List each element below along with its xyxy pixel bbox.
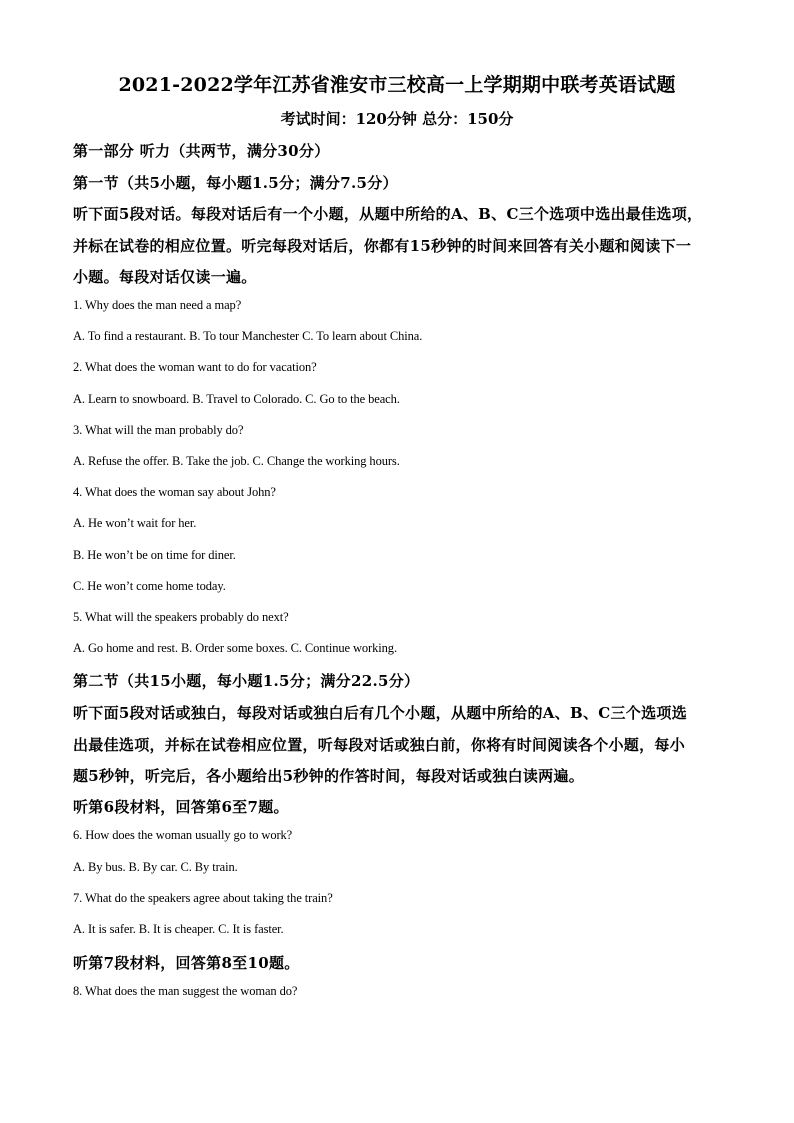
question-3: 3. What will the man probably do?: [73, 423, 244, 437]
exam-time-and-score: 考试时间：120分钟 总分：150分: [280, 110, 514, 128]
question-4-option-b: B. He won’t be on time for diner.: [73, 548, 236, 562]
question-4: 4. What does the woman say about John?: [73, 485, 276, 499]
section1-instructions-line: 并标在试卷的相应位置。听完每段对话后，你都有15秒钟的时间来回答有关小题和阅读下一: [73, 237, 692, 255]
exam-title: 2021-2022学年江苏省淮安市三校高一上学期期中联考英语试题: [118, 74, 676, 96]
section1-instructions-line: 听下面5段对话。每段对话后有一个小题，从题中所给的A、B、C三个选项中选出最佳选项，: [73, 205, 703, 223]
question-1-options: A. To find a restaurant. B. To tour Manchester C. To learn about China.: [73, 329, 423, 343]
question-5: 5. What will the speakers probably do next?: [73, 610, 289, 624]
question-2: 2. What does the woman want to do for vacation?: [73, 360, 317, 374]
question-6-options: A. By bus. B. By car. C. By train.: [73, 860, 238, 874]
section1-heading: 第一节（共5小题，每小题1.5分；满分7.5分）: [73, 174, 398, 192]
question-4-option-c: C. He won’t come home today.: [73, 579, 226, 593]
question-6: 6. How does the woman usually go to work?: [73, 828, 293, 842]
question-7-options: A. It is safer. B. It is cheaper. C. It is faster.: [73, 922, 284, 936]
material-6-heading: 听第6段材料，回答第6至7题。: [73, 798, 289, 816]
part1-heading: 第一部分 听力（共两节，满分30分）: [73, 142, 330, 160]
section2-instructions-line: 题5秒钟，听完后，各小题给出5秒钟的作答时间，每段对话或独白读两遍。: [73, 767, 585, 785]
question-8: 8. What does the man suggest the woman do?: [73, 984, 298, 998]
question-5-options: A. Go home and rest. B. Order some boxes. C. Continue working.: [73, 641, 397, 655]
question-4-option-a: A. He won’t wait for her.: [73, 516, 197, 530]
question-3-options: A. Refuse the offer. B. Take the job. C. Change the working hours.: [73, 454, 400, 468]
question-2-options: A. Learn to snowboard. B. Travel to Colorado. C. Go to the beach.: [73, 392, 400, 406]
question-1: 1. Why does the man need a map?: [73, 298, 242, 312]
section2-instructions-line: 听下面5段对话或独白，每段对话或独白后有几个小题，从题中所给的A、B、C三个选项选: [73, 704, 687, 722]
question-7: 7. What do the speakers agree about taking the train?: [73, 891, 333, 905]
section2-instructions-line: 出最佳选项，并标在试卷相应位置，听每段对话或独白前，你将有时间阅读各个小题，每小: [73, 736, 686, 754]
section1-instructions-line: 小题。每段对话仅读一遍。: [73, 268, 257, 286]
section2-heading: 第二节（共15小题，每小题1.5分；满分22.5分）: [73, 672, 420, 690]
material-7-heading: 听第7段材料，回答第8至10题。: [73, 954, 300, 972]
